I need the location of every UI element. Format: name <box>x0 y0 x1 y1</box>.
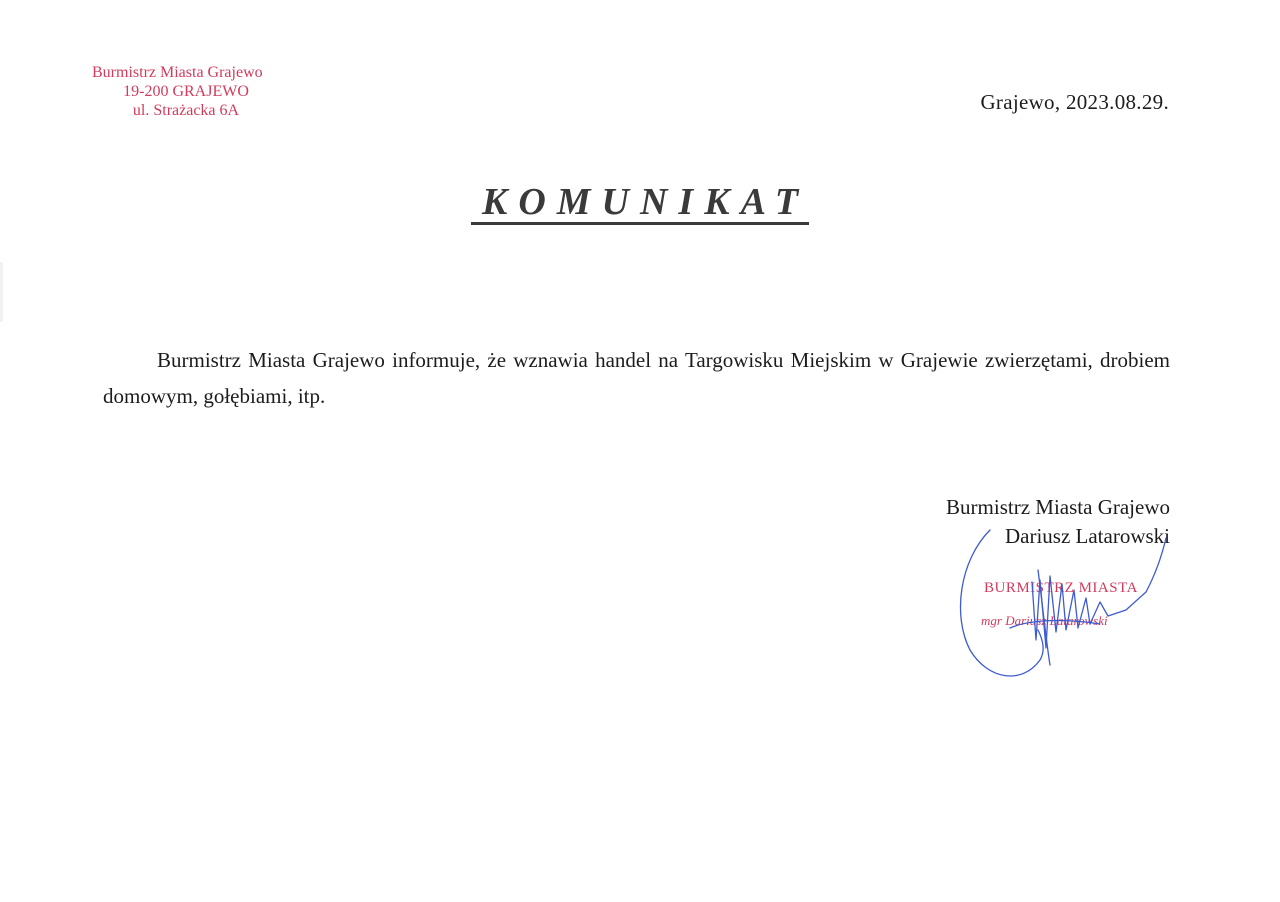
sender-stamp <box>88 63 284 120</box>
signature-stamp-line-2: mgr Dariusz Latarowski <box>981 613 1108 628</box>
signature-stamp-line-1: BURMISTRZ MIASTA <box>984 580 1138 596</box>
stamp-line-2: 19-200 GRAJEWO <box>123 83 249 100</box>
document-date: Grajewo, 2023.08.29. <box>980 90 1169 114</box>
document-title: KOMUNIKAT <box>471 182 809 225</box>
scan-edge-mark <box>0 262 3 322</box>
stamp-line-3: ul. Strażacka 6A <box>132 102 240 119</box>
document-title-wrap <box>0 182 1280 225</box>
signatory-name: Dariusz Latarowski <box>1004 524 1170 548</box>
body-paragraph: Burmistrz Miasta Grajewo informuje, że wznawia handel na Targowisku Miejskim w Grajewie zwierzętami, drobiem domowym, gołębiami, itp. <box>103 348 1170 408</box>
signatory-role: Burmistrz Miasta Grajewo <box>946 495 1170 519</box>
handwritten-signature <box>950 520 1180 700</box>
stamp-line-1: Burmistrz Miasta Grajewo <box>92 64 263 81</box>
